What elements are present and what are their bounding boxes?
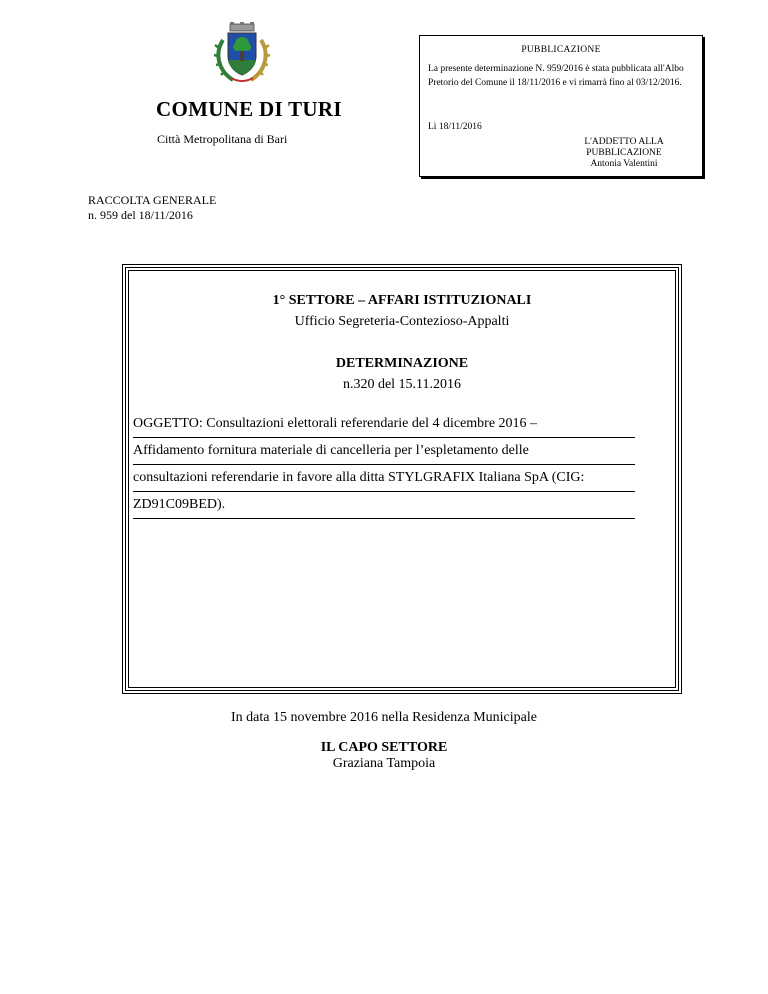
publication-title: PUBBLICAZIONE bbox=[521, 45, 601, 55]
capo-settore-title: IL CAPO SETTORE bbox=[320, 740, 448, 755]
oggetto-line: ZD91C09BED). bbox=[133, 492, 635, 519]
signature-role-line2: PUBBLICAZIONE bbox=[586, 148, 662, 158]
determinazione-title: DETERMINAZIONE bbox=[335, 356, 469, 371]
determinazione-box bbox=[122, 264, 682, 694]
signature-role-line1: L'ADDETTO ALLA bbox=[584, 137, 664, 147]
publication-date: Lì 18/11/2016 bbox=[428, 122, 482, 132]
publication-text: La presente determinazione N. 959/2016 è stata pubblicata all'Albo Pretorio del Comune il 18/11/2016 e vi rimarrà fino al 03/12/2016. bbox=[428, 64, 684, 88]
in-data-line: In data 15 novembre 2016 nella Residenza Municipale bbox=[231, 710, 537, 725]
raccolta-generale bbox=[88, 193, 216, 223]
oggetto-text bbox=[133, 411, 635, 519]
raccolta-title: RACCOLTA GENERALE bbox=[88, 193, 217, 207]
oggetto-line: consultazioni referendarie in favore alla ditta STYLGRAFIX Italiana SpA (CIG: bbox=[133, 465, 635, 492]
settore-title: 1° SETTORE – AFFARI ISTITUZIONALI bbox=[272, 293, 532, 308]
publication-signature bbox=[560, 137, 688, 170]
comune-subtitle: Città Metropolitana di Bari bbox=[157, 132, 288, 146]
capo-settore-name: Graziana Tampoia bbox=[332, 756, 436, 771]
oggetto-line: OGGETTO: Consultazioni elettorali referendarie del 4 dicembre 2016 – bbox=[133, 411, 635, 438]
raccolta-number: n. 959 del 18/11/2016 bbox=[88, 208, 193, 222]
ufficio-title: Ufficio Segreteria-Contezioso-Appalti bbox=[294, 314, 510, 329]
oggetto-line: Affidamento fornitura materiale di cancelleria per l’espletamento delle bbox=[133, 438, 635, 465]
municipal-crest-icon bbox=[213, 22, 271, 86]
comune-name: COMUNE DI TURI bbox=[156, 97, 342, 121]
publication-box bbox=[419, 35, 703, 177]
signature-name: Antonia Valentini bbox=[590, 159, 658, 169]
determinazione-inner bbox=[128, 270, 676, 688]
determinazione-number: n.320 del 15.11.2016 bbox=[342, 377, 462, 392]
